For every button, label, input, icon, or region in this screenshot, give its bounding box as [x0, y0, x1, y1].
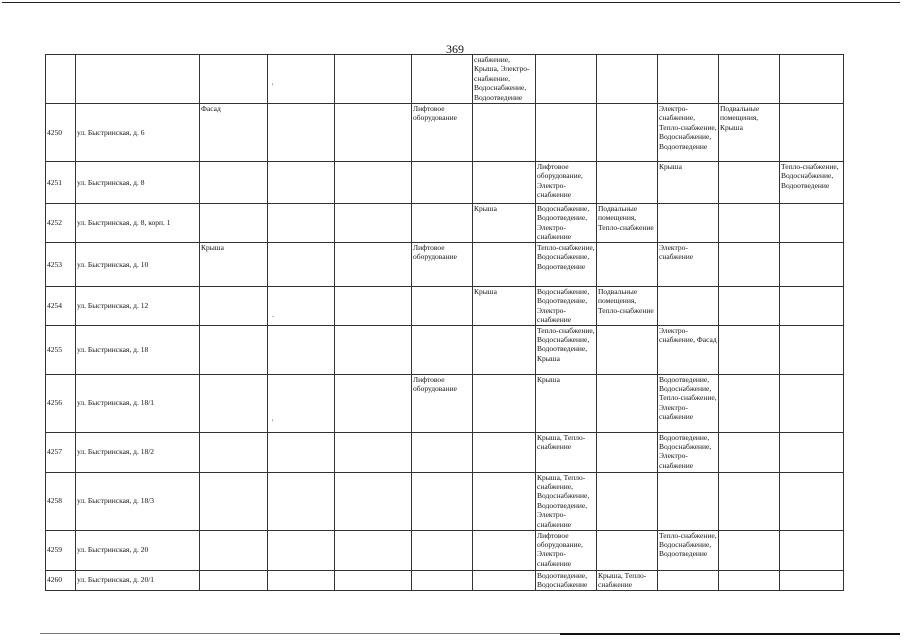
table-cell — [76, 55, 200, 104]
work-type-cell: Водоснабжение, Водоотведение, Электро-снабжение — [536, 287, 597, 326]
work-type-cell — [268, 162, 335, 204]
table-row — [46, 530, 844, 570]
work-type-cell — [473, 162, 536, 204]
bottom-scan-line — [40, 633, 560, 634]
work-type-cell: Лифтовое оборудование, Электро-снабжение — [536, 530, 597, 570]
work-type-cell — [473, 472, 536, 530]
work-type-cell — [268, 374, 335, 432]
row-number: 4250 — [46, 104, 76, 162]
work-type-cell: Тепло-снабжение, Водоснабжение, Водоотведение — [536, 243, 597, 287]
address-cell: ул. Быстринская, д. 6 — [76, 104, 200, 162]
table-cell — [200, 55, 268, 104]
work-type-cell — [597, 432, 658, 472]
address-cell: ул. Быстринская, д. 18/2 — [76, 432, 200, 472]
row-number: 4259 — [46, 530, 76, 570]
work-type-cell: Крыша, Тепло-снабжение — [597, 570, 658, 590]
table-cell — [597, 55, 658, 104]
work-type-cell — [473, 104, 536, 162]
top-scan-line — [2, 2, 592, 3]
work-type-cell: Крыша — [658, 162, 719, 204]
table-row — [46, 287, 844, 326]
address-cell: ул. Быстринская, д. 8 — [76, 162, 200, 204]
work-type-cell — [597, 472, 658, 530]
table-row — [46, 243, 844, 287]
work-type-cell: Крыша — [536, 374, 597, 432]
work-type-cell — [200, 570, 268, 590]
work-type-cell — [268, 432, 335, 472]
work-type-cell — [335, 204, 412, 243]
table-cell — [536, 55, 597, 104]
work-type-cell — [473, 243, 536, 287]
work-type-cell — [473, 530, 536, 570]
work-type-cell: Водоотведение, Водоснабжение — [536, 570, 597, 590]
table-cell — [46, 55, 76, 104]
work-type-cell — [335, 374, 412, 432]
work-type-cell: Подвальные помещения, Тепло-снабжение — [597, 287, 658, 326]
work-type-cell: Водоотведение, Водоснабжение, Электро-снабжение — [658, 432, 719, 472]
work-type-cell — [473, 570, 536, 590]
work-type-cell — [597, 243, 658, 287]
work-type-cell — [536, 104, 597, 162]
work-type-cell — [780, 325, 844, 374]
address-cell: ул. Быстринская, д. 18 — [76, 325, 200, 374]
address-cell: ул. Быстринская, д. 20/1 — [76, 570, 200, 590]
work-type-cell — [412, 162, 473, 204]
work-type-cell — [268, 570, 335, 590]
work-type-cell — [780, 374, 844, 432]
work-type-cell — [200, 374, 268, 432]
work-type-cell — [335, 530, 412, 570]
work-type-cell: Лифтовое оборудование — [412, 374, 473, 432]
row-number: 4253 — [46, 243, 76, 287]
address-cell: ул. Быстринская, д. 18/1 — [76, 374, 200, 432]
work-type-cell — [719, 570, 780, 590]
table-cell — [780, 55, 844, 104]
work-type-cell: Фасад — [200, 104, 268, 162]
work-type-cell — [719, 432, 780, 472]
work-type-cell: Лифтовое оборудование — [412, 104, 473, 162]
work-type-cell — [335, 287, 412, 326]
work-type-cell — [200, 530, 268, 570]
work-type-cell — [268, 472, 335, 530]
work-type-cell — [780, 243, 844, 287]
table-cell — [719, 55, 780, 104]
work-type-cell — [719, 204, 780, 243]
table-header-continuation-row — [46, 55, 844, 104]
work-type-cell — [335, 472, 412, 530]
work-type-cell — [335, 243, 412, 287]
work-type-cell — [719, 472, 780, 530]
work-type-cell — [412, 287, 473, 326]
work-type-cell: Электро-снабжение, Фасад — [658, 325, 719, 374]
work-type-cell — [268, 530, 335, 570]
work-type-cell: Крыша — [473, 204, 536, 243]
table-row — [46, 104, 844, 162]
address-cell: ул. Быстринская, д. 20 — [76, 530, 200, 570]
row-number: 4257 — [46, 432, 76, 472]
top-scan-line-right — [590, 2, 900, 3]
work-type-cell — [597, 374, 658, 432]
table-row — [46, 374, 844, 432]
work-type-cell — [335, 432, 412, 472]
work-type-cell — [473, 432, 536, 472]
work-type-cell: Крыша, Тепло-снабжение, Водоснабжение, Водоотведение, Электро-снабжение — [536, 472, 597, 530]
work-type-cell — [412, 325, 473, 374]
work-type-cell — [335, 570, 412, 590]
work-type-cell: Электро-снабжение — [658, 243, 719, 287]
work-type-cell — [335, 104, 412, 162]
table-cell: снабжение, Крыша, Электро-снабжение, Водоснабжение, Водоотведение — [473, 55, 536, 104]
work-type-cell — [719, 243, 780, 287]
work-type-cell: Тепло-снабжение, Водоснабжение, Водоотведение — [780, 162, 844, 204]
work-type-cell — [719, 530, 780, 570]
work-type-cell — [200, 432, 268, 472]
row-number: 4256 — [46, 374, 76, 432]
work-type-cell: Крыша — [473, 287, 536, 326]
work-type-cell — [473, 374, 536, 432]
work-type-cell — [412, 432, 473, 472]
scan-mark: ' — [272, 418, 274, 427]
work-type-cell — [719, 374, 780, 432]
row-number: 4251 — [46, 162, 76, 204]
work-type-cell — [597, 162, 658, 204]
work-type-cell: Крыша — [200, 243, 268, 287]
work-type-cell — [268, 287, 335, 326]
work-type-cell: Подвальные помещения, Крыша — [719, 104, 780, 162]
work-type-cell — [719, 162, 780, 204]
work-type-cell: Лифтовое оборудование — [412, 243, 473, 287]
work-type-cell — [658, 204, 719, 243]
work-type-cell: Водоотведение, Водоснабжение, Тепло-снабжение, Электро-снабжение — [658, 374, 719, 432]
work-type-cell — [335, 325, 412, 374]
work-type-cell: Тепло-снабжение, Водоснабжение, Водоотведение — [658, 530, 719, 570]
work-type-cell — [412, 530, 473, 570]
table-row — [46, 204, 844, 243]
address-cell: ул. Быстринская, д. 12 — [76, 287, 200, 326]
work-type-cell — [780, 530, 844, 570]
work-type-cell — [200, 325, 268, 374]
work-type-cell — [473, 325, 536, 374]
work-type-cell: Тепло-снабжение, Водоснабжение, Водоотведение, Крыша — [536, 325, 597, 374]
table-cell — [335, 55, 412, 104]
address-cell: ул. Быстринская, д. 10 — [76, 243, 200, 287]
work-type-cell: Крыша, Тепло-снабжение — [536, 432, 597, 472]
work-type-cell — [780, 570, 844, 590]
work-type-cell — [597, 325, 658, 374]
work-type-cell — [200, 162, 268, 204]
work-type-cell — [658, 570, 719, 590]
work-type-cell: Водоснабжение, Водоотведение, Электро-снабжение — [536, 204, 597, 243]
work-type-cell — [780, 104, 844, 162]
work-type-cell — [780, 204, 844, 243]
work-type-cell — [412, 472, 473, 530]
work-type-cell — [335, 162, 412, 204]
work-type-cell: Подвальные помещения, Тепло-снабжение — [597, 204, 658, 243]
table-cell — [268, 55, 335, 104]
page-number: 369 — [446, 42, 464, 56]
work-type-cell — [268, 104, 335, 162]
table-cell — [658, 55, 719, 104]
work-type-cell — [719, 287, 780, 326]
bottom-scan-line-right — [560, 633, 900, 635]
work-type-cell — [780, 287, 844, 326]
work-type-cell — [412, 204, 473, 243]
table-row — [46, 162, 844, 204]
row-number: 4254 — [46, 287, 76, 326]
work-type-cell — [268, 243, 335, 287]
work-type-cell — [268, 325, 335, 374]
work-type-cell — [780, 432, 844, 472]
table-cell — [412, 55, 473, 104]
work-type-cell — [412, 570, 473, 590]
work-type-cell — [719, 325, 780, 374]
row-number: 4260 — [46, 570, 76, 590]
row-number: 4255 — [46, 325, 76, 374]
table-row — [46, 325, 844, 374]
row-number: 4258 — [46, 472, 76, 530]
work-type-cell: Лифтовое оборудование, Электро-снабжение — [536, 162, 597, 204]
row-number: 4252 — [46, 204, 76, 243]
work-type-cell — [268, 204, 335, 243]
work-type-cell — [200, 204, 268, 243]
scan-mark: . — [272, 310, 274, 319]
address-cell: ул. Быстринская, д. 8, корп. 1 — [76, 204, 200, 243]
work-type-cell — [658, 287, 719, 326]
work-type-cell — [200, 472, 268, 530]
table-row — [46, 432, 844, 472]
work-type-cell: Электро-снабжение, Тепло-снабжение, Водоснабжение, Водоотведение — [658, 104, 719, 162]
work-type-cell — [200, 287, 268, 326]
work-type-cell — [597, 530, 658, 570]
register-table — [45, 54, 844, 591]
scan-mark: ' — [272, 82, 274, 91]
work-type-cell — [597, 104, 658, 162]
work-type-cell — [780, 472, 844, 530]
table-row — [46, 472, 844, 530]
table-row — [46, 570, 844, 590]
work-type-cell — [658, 472, 719, 530]
address-cell: ул. Быстринская, д. 18/3 — [76, 472, 200, 530]
